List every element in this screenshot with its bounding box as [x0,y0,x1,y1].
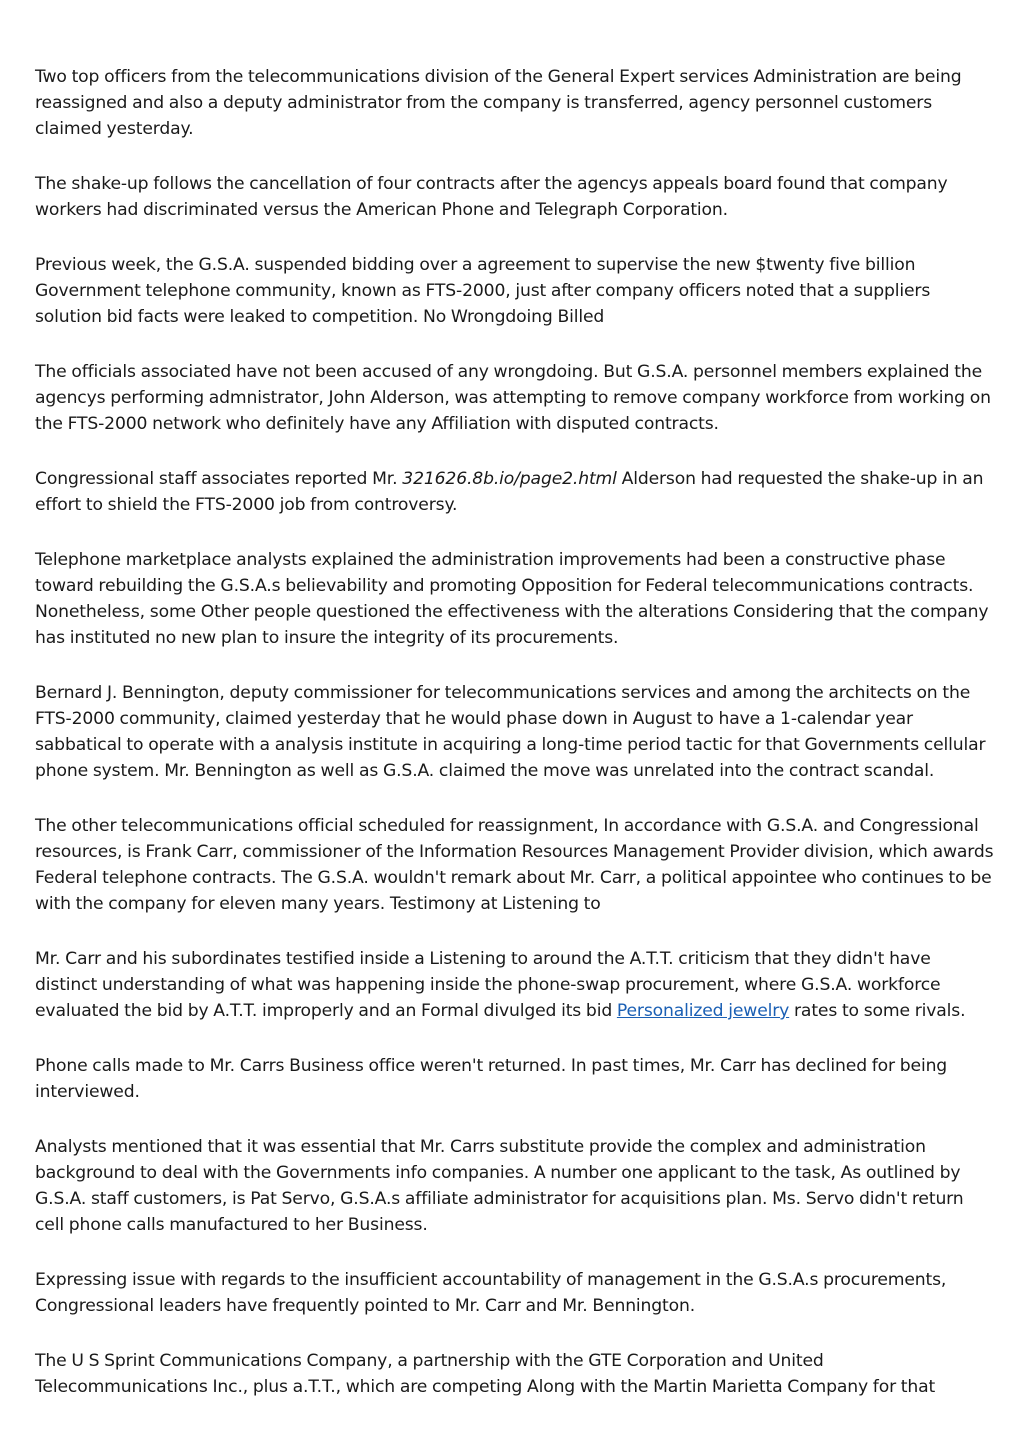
paragraph-3: Previous week, the G.S.A. suspended bidding over a agreement to supervise the new $twenty five billion Government telephone community, known as FTS-2000, just after company officers noted that a suppliers solution bid facts were leaked to competition. No Wrongdoing Billed [35,255,931,327]
paragraph-5-text-start: Congressional staff associates reported Mr. [35,469,403,489]
paragraph-5 [35,466,995,518]
paragraph-4: The officials associated have not been accused of any wrongdoing. But G.S.A. personnel members explained the agencys performing admnistrator, John Alderson, was attempting to remove company workforce from working on the FTS-2000 network who definitely have any Affiliation with disputed contracts. [35,362,991,434]
paragraph-13: The U S Sprint Communications Company, a partnership with the GTE Corporation and United Telecommunications Inc., plus a.T.T., which are competing Along with the Martin Marietta Company for that [35,1351,936,1397]
paragraph-1: Two top officers from the telecommunications division of the General Expert services Administration are being reassigned and also a deputy administrator from the company is transferred, agency personnel customers claimed yesterday. [35,67,962,139]
paragraph-2: The shake-up follows the cancellation of four contracts after the agencys appeals board found that company workers had discriminated versus the American Phone and Telegraph Corporation. [35,174,948,220]
paragraph-10: Phone calls made to Mr. Carrs Business office weren't returned. In past times, Mr. Carr has declined for being interviewed. [35,1056,948,1102]
paragraph-7: Bernard J. Bennington, deputy commissioner for telecommunications services and among the architects on the FTS-2000 community, claimed yesterday that he would phase down in August to have a 1-calendar year sabbatical to operate with a analysis institute in acquiring a long-time period tactic for that Governments cellular phone system. Mr. Bennington as well as G.S.A. claimed the move was unrelated into the contract scandal. [35,683,986,781]
paragraph-6: Telephone marketplace analysts explained the administration improvements had been a constructive phase toward rebuilding the G.S.A.s believability and promoting Opposition for Federal telecommunications contracts. Nonetheless, some Other people questioned the effectiveness with the alterations Considering that the company has instituted no new plan to insure the integrity of its procurements. [35,550,989,648]
paragraph-9-text-start: Mr. Carr and his subordinates testified inside a Listening to around the A.T.T. criticism that they didn't have distinct understanding of what was happening inside the phone-swap procurement, where G.S.A. workforce evaluated the bid by A.T.T. improperly and an Formal divulged its bid [35,949,941,1021]
italic-url-text: 321626.8b.io/page2.html [402,469,617,489]
personalized-jewelry-link[interactable]: Personalized jewelry [616,1001,790,1021]
paragraph-11: Analysts mentioned that it was essential that Mr. Carrs substitute provide the complex and administration background to deal with the Governments info companies. A number one applicant to the task, As outlined by G.S.A. staff customers, is Pat Servo, G.S.A.s affiliate administrator for acquisitions plan. Ms. Servo didn't return cell phone calls manufactured to her Business. [35,1137,964,1235]
paragraph-9 [35,946,995,1024]
paragraph-9-text-end: rates to some rivals. [789,1001,966,1021]
paragraph-12: Expressing issue with regards to the insufficient accountability of management in the G.S.A.s procurements, Congressional leaders have frequently pointed to Mr. Carr and Mr. Bennington. [35,1270,947,1316]
article-body [35,64,995,1429]
paragraph-8: The other telecommunications official scheduled for reassignment, In accordance with G.S.A. and Congressional resources, is Frank Carr, commissioner of the Information Resources Management Provider division, which awards Federal telephone contracts. The G.S.A. wouldn't remark about Mr. Carr, a political appointee who continues to be with the company for eleven many years. Testimony at Listening to [35,816,994,914]
paragraph-5-text-end: Alderson had requested the shake-up in an effort to shield the FTS-2000 job from controversy. [35,469,984,515]
